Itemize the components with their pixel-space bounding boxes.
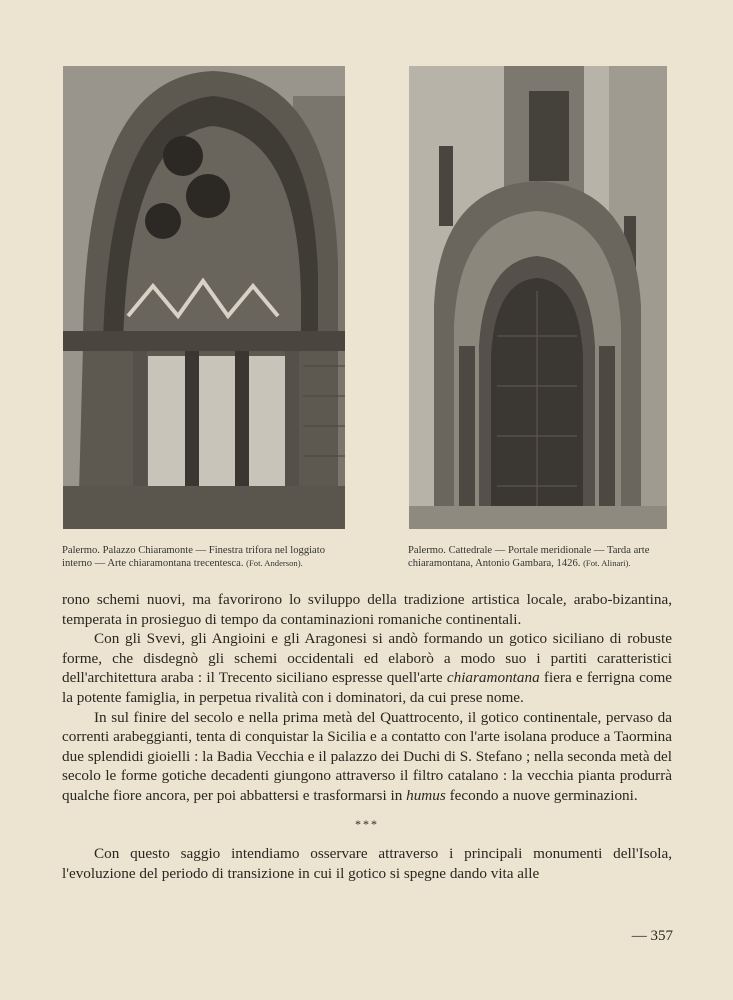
paragraph-3 (62, 708, 672, 806)
paragraph-1: rono schemi nuovi, ma favorirono lo sviluppo della tradizione artistica locale, arabo-bizantina, temperata in prosieguo di tempo da contaminazioni romaniche continentali. (62, 591, 672, 628)
photo-cattedrale-portale (409, 66, 667, 529)
portale-image (409, 66, 667, 529)
paragraph-2-part-a: Con gli Svevi, gli Angioini e gli Aragonesi si andò formando un gotico siciliano di robuste forme, che disdegnò gli schemi occidentali ed elaborò a modo suo i partiti caratteristici dell'architettura araba : il Trecento siciliano espresse quell'arte (62, 630, 672, 687)
figure-caption-right (408, 544, 683, 570)
body-text (62, 590, 672, 883)
paragraph-3-part-a: In sul finire del secolo e nella prima metà del Quattrocento, il gotico continentale, pervaso da correnti arabeggianti, tenta di conquistar la Sicilia e a contatto con l'arte isolana produce a Taormina due splendidi gioielli : la Badia Vecchia e il palazzo dei Duchi di S. Stefano ; nella seconda metà del secolo le forme gotiche decadenti giungono attraverso il filtro catalano : la vecchia pianta produrrà qualche fiore ancora, per poi abbattersi e trasformarsi in (62, 708, 672, 804)
figure-caption-left (62, 544, 354, 570)
photo-credit: (Fot. Alinari). (583, 558, 631, 568)
section-separator: *** (355, 816, 379, 831)
caption-text: Palermo. Cattedrale — Portale meridionale — Tarda arte chiaramontana, Antonio Gambara, 1426. (408, 545, 650, 569)
caption-text: Palermo. Palazzo Chiaramonte — Finestra trifora nel loggiato interno — Arte chiaramontana trecentesca. (62, 545, 326, 569)
paragraph-2-part-b: fiera e ferrigna come la potente famiglia, in perpetua rivalità con i dominatori, da cui prese nome. (62, 669, 672, 706)
trifora-window-image (63, 66, 345, 529)
emphasis-chiaramontana: chiaramontana (446, 669, 540, 687)
emphasis-humus: humus (406, 786, 446, 804)
paragraph-3-part-b: fecondo a nuove germinazioni. (449, 786, 638, 804)
photo-credit: (Fot. Anderson). (246, 558, 303, 568)
paragraph-4: Con questo saggio intendiamo osservare attraverso i principali monumenti dell'Isola, l'evoluzione del periodo di transizione in cui il gotico si spegne dando vita alle (62, 845, 672, 882)
paragraph-2 (62, 629, 672, 707)
page-number: — 357 (631, 928, 673, 944)
photo-palazzo-chiaramonte-trifora (63, 66, 345, 529)
